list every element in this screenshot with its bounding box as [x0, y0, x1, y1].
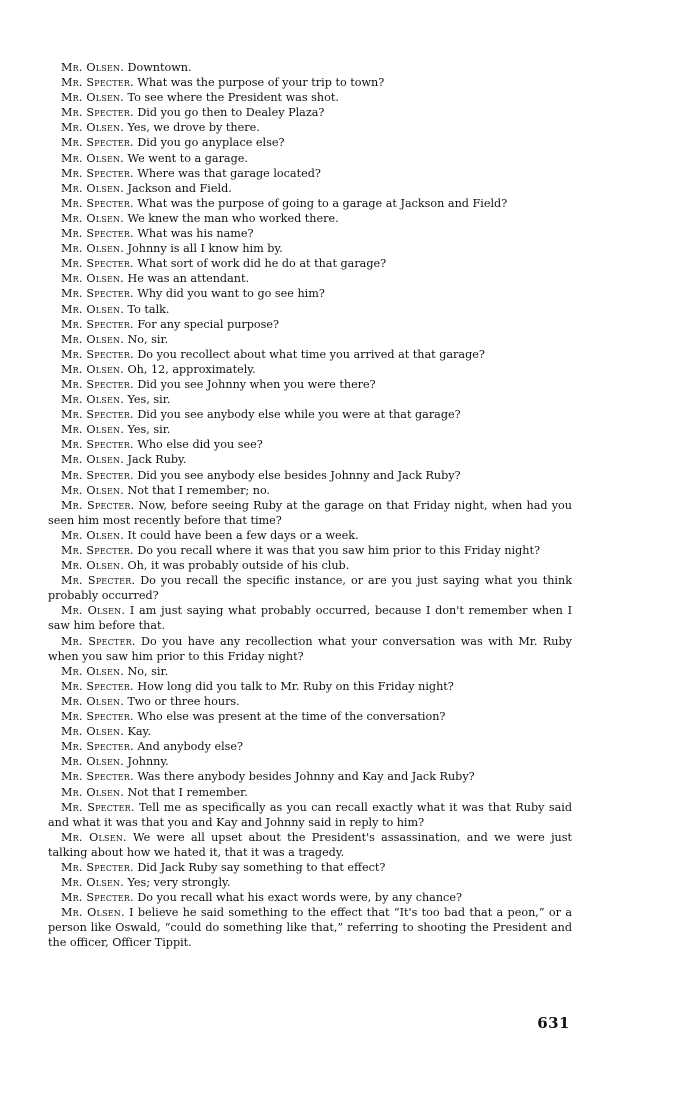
speech-text: Oh, 12, approximately.: [127, 362, 256, 376]
speaker-label: Mr. Olsen.: [61, 876, 124, 890]
transcript-paragraph: [48, 422, 572, 437]
transcript-paragraph: [48, 558, 572, 573]
transcript-paragraph: [48, 483, 572, 498]
transcript-paragraph: [48, 800, 572, 830]
transcript-paragraph: [48, 528, 572, 543]
speech-text: Not that I remember.: [127, 785, 248, 799]
speaker-label: Mr. Olsen.: [61, 181, 124, 195]
transcript-paragraph: [48, 769, 572, 784]
speaker-label: Mr. Olsen.: [61, 604, 126, 618]
speech-text: Did you see Johnny when you were there?: [137, 377, 376, 391]
speaker-label: Mr. Olsen.: [61, 91, 124, 105]
transcript-paragraph: [48, 317, 572, 332]
speaker-label: Mr. Olsen.: [61, 272, 124, 286]
speech-text: Oh, it was probably outside of his club.: [127, 559, 350, 573]
speaker-label: Mr. Specter.: [61, 166, 134, 180]
speaker-label: Mr. Olsen.: [61, 725, 124, 739]
transcript-paragraph: [48, 181, 572, 196]
transcript-paragraph: [48, 468, 572, 483]
transcript-paragraph: [48, 60, 572, 75]
transcript-paragraph: [48, 573, 572, 603]
speech-text: Who else was present at the time of the conversation?: [137, 710, 446, 724]
speaker-label: Mr. Specter.: [61, 468, 134, 482]
transcript-paragraph: [48, 890, 572, 905]
speech-text: Why did you want to go see him?: [137, 287, 325, 301]
speech-text: Not that I remember; no.: [127, 483, 271, 497]
transcript-paragraph: [48, 694, 572, 709]
page-number: 631: [537, 1014, 570, 1032]
speech-text: Tell me as specifically as you can recall exactly what it was that Ruby said and what it was that you and Kay and Johnny said in reply to him?: [48, 800, 572, 829]
transcript-paragraph: [48, 709, 572, 724]
transcript-paragraph: [48, 226, 572, 241]
speaker-label: Mr. Specter.: [61, 136, 134, 150]
speaker-label: Mr. Specter.: [61, 740, 134, 754]
speaker-label: Mr. Specter.: [61, 347, 134, 361]
transcript-paragraph: [48, 105, 572, 120]
speech-text: Who else did you see?: [137, 438, 263, 452]
speech-text: Yes; very strongly.: [127, 876, 231, 890]
speech-text: Yes, sir.: [127, 423, 171, 437]
transcript-paragraph: [48, 679, 572, 694]
speech-text: Two or three hours.: [127, 694, 240, 708]
transcript-paragraph: [48, 452, 572, 467]
transcript-paragraph: [48, 256, 572, 271]
speech-text: I am just saying what probably occurred, because I don't remember when I saw him before that.: [48, 604, 573, 633]
speech-text: Downtown.: [127, 61, 192, 74]
transcript-paragraph: [48, 347, 572, 362]
speech-text: It could have been a few days or a week.: [127, 528, 359, 542]
speech-text: Johnny is all I know him by.: [127, 242, 283, 256]
transcript-paragraph: [48, 603, 572, 633]
speech-text: Did you see anybody else besides Johnny and Jack Ruby?: [137, 468, 461, 482]
speaker-label: Mr. Specter.: [61, 196, 134, 210]
transcript-paragraph: [48, 196, 572, 211]
speech-text: Kay.: [127, 725, 151, 739]
speech-text: To talk.: [127, 302, 170, 316]
speaker-label: Mr. Specter.: [61, 76, 134, 90]
transcript-paragraph: [48, 724, 572, 739]
transcript-paragraph: [48, 120, 572, 135]
transcript-paragraph: [48, 437, 572, 452]
speaker-label: Mr. Specter.: [61, 800, 135, 814]
speaker-label: Mr. Olsen.: [61, 151, 124, 165]
speaker-label: Mr. Olsen.: [61, 664, 124, 678]
transcript-paragraph: [48, 377, 572, 392]
speaker-label: Mr. Specter.: [61, 287, 134, 301]
speech-text: Yes, we drove by there.: [127, 121, 260, 135]
speaker-label: Mr. Olsen.: [61, 423, 124, 437]
speech-text: How long did you talk to Mr. Ruby on this Friday night?: [137, 679, 454, 693]
speaker-label: Mr. Olsen.: [61, 528, 124, 542]
speech-text: No, sir.: [127, 332, 169, 346]
speaker-label: Mr. Olsen.: [61, 362, 124, 376]
transcript-paragraph: [48, 498, 572, 528]
speaker-label: Mr. Specter.: [61, 377, 134, 391]
speech-text: What sort of work did he do at that garage?: [137, 257, 387, 271]
transcript-paragraph: [48, 407, 572, 422]
speech-text: Yes, sir.: [127, 393, 171, 407]
speaker-label: Mr. Olsen.: [61, 785, 124, 799]
speaker-label: Mr. Specter.: [61, 408, 134, 422]
speech-text: He was an attendant.: [127, 272, 249, 286]
speech-text: Do you recall where it was that you saw him prior to this Friday night?: [137, 544, 540, 557]
speaker-label: Mr. Olsen.: [61, 332, 124, 346]
speech-text: We knew the man who worked there.: [127, 211, 339, 225]
transcript-paragraph: [48, 166, 572, 181]
speech-text: Was there anybody besides Johnny and Kay and Jack Ruby?: [137, 770, 475, 784]
speech-text: Do you have any recollection what your conversation was with Mr. Ruby when you saw him prior to this Friday night?: [48, 634, 572, 663]
transcript-paragraph: [48, 860, 572, 875]
transcript-paragraph: [48, 830, 572, 860]
speaker-label: Mr. Specter.: [61, 544, 134, 557]
speaker-label: Mr. Olsen.: [61, 830, 127, 844]
speech-text: What was the purpose of going to a garage at Jackson and Field?: [137, 196, 508, 210]
transcript-paragraph: [48, 875, 572, 890]
speaker-label: Mr. Specter.: [61, 257, 134, 271]
transcript-paragraph: [48, 754, 572, 769]
speech-text: No, sir.: [127, 664, 169, 678]
speech-text: Did you go anyplace else?: [137, 136, 285, 150]
speaker-label: Mr. Olsen.: [61, 755, 124, 769]
speaker-label: Mr. Olsen.: [61, 302, 124, 316]
speech-text: Do you recall the specific instance, or are you just saying what you think probably occurred?: [48, 574, 572, 603]
transcript-paragraph: [48, 241, 572, 256]
speech-text: Do you recall what his exact words were, by any chance?: [137, 891, 462, 905]
speech-text: Where was that garage located?: [137, 166, 321, 180]
transcript-paragraph: [48, 90, 572, 105]
speaker-label: Mr. Specter.: [61, 438, 134, 452]
speech-text: Did Jack Ruby say something to that effect?: [137, 860, 386, 874]
speaker-label: Mr. Olsen.: [61, 211, 124, 225]
speaker-label: Mr. Olsen.: [61, 61, 124, 74]
speaker-label: Mr. Specter.: [61, 634, 136, 648]
speech-text: I believe he said something to the effect that “It's too bad that a peon,” or a person like Oswald, “could do something like that,” referring to shooting the President and the officer, Officer Tippit.: [48, 906, 573, 950]
speech-text: What was his name?: [137, 227, 254, 241]
speaker-label: Mr. Olsen.: [61, 393, 124, 407]
speech-text: And anybody else?: [137, 740, 244, 754]
speaker-label: Mr. Specter.: [61, 891, 134, 905]
transcript-body: [48, 60, 572, 951]
speech-text: Jack Ruby.: [127, 453, 187, 467]
transcript-paragraph: [48, 785, 572, 800]
speaker-label: Mr. Specter.: [61, 498, 135, 512]
transcript-paragraph: [48, 332, 572, 347]
speaker-label: Mr. Specter.: [61, 106, 134, 120]
speech-text: Did you see anybody else while you were at that garage?: [137, 408, 461, 422]
transcript-paragraph: [48, 905, 572, 950]
transcript-paragraph: [48, 634, 572, 664]
speech-text: For any special purpose?: [137, 317, 280, 331]
transcript-paragraph: [48, 664, 572, 679]
speech-text: We were all upset about the President's assassination, and we were just talking about how we hated it, that it was a tragedy.: [48, 830, 573, 859]
transcript-paragraph: [48, 271, 572, 286]
transcript-paragraph: [48, 135, 572, 150]
speaker-label: Mr. Olsen.: [61, 906, 125, 920]
speaker-label: Mr. Specter.: [61, 317, 134, 331]
speaker-label: Mr. Olsen.: [61, 242, 124, 256]
transcript-paragraph: [48, 302, 572, 317]
speaker-label: Mr. Specter.: [61, 679, 134, 693]
transcript-paragraph: [48, 286, 572, 301]
speaker-label: Mr. Specter.: [61, 770, 134, 784]
speaker-label: Mr. Olsen.: [61, 483, 124, 497]
speech-text: To see where the President was shot.: [127, 91, 339, 105]
speaker-label: Mr. Olsen.: [61, 453, 124, 467]
speaker-label: Mr. Specter.: [61, 227, 134, 241]
transcript-paragraph: [48, 362, 572, 377]
transcript-paragraph: [48, 211, 572, 226]
speech-text: We went to a garage.: [127, 151, 248, 165]
speaker-label: Mr. Specter.: [61, 574, 136, 588]
transcript-paragraph: [48, 75, 572, 90]
speaker-label: Mr. Olsen.: [61, 121, 124, 135]
speech-text: Now, before seeing Ruby at the garage on that Friday night, when had you seen him most recently before that time?: [48, 498, 572, 527]
speech-text: Johnny.: [127, 755, 169, 769]
transcript-paragraph: [48, 739, 572, 754]
speech-text: Did you go then to Dealey Plaza?: [137, 106, 325, 120]
transcript-paragraph: [48, 392, 572, 407]
transcript-paragraph: [48, 543, 572, 558]
speech-text: Jackson and Field.: [127, 181, 232, 195]
speech-text: What was the purpose of your trip to town?: [137, 76, 385, 90]
speaker-label: Mr. Olsen.: [61, 694, 124, 708]
speech-text: Do you recollect about what time you arrived at that garage?: [137, 347, 485, 361]
speaker-label: Mr. Olsen.: [61, 559, 124, 573]
transcript-paragraph: [48, 151, 572, 166]
speaker-label: Mr. Specter.: [61, 860, 134, 874]
speaker-label: Mr. Specter.: [61, 710, 134, 724]
